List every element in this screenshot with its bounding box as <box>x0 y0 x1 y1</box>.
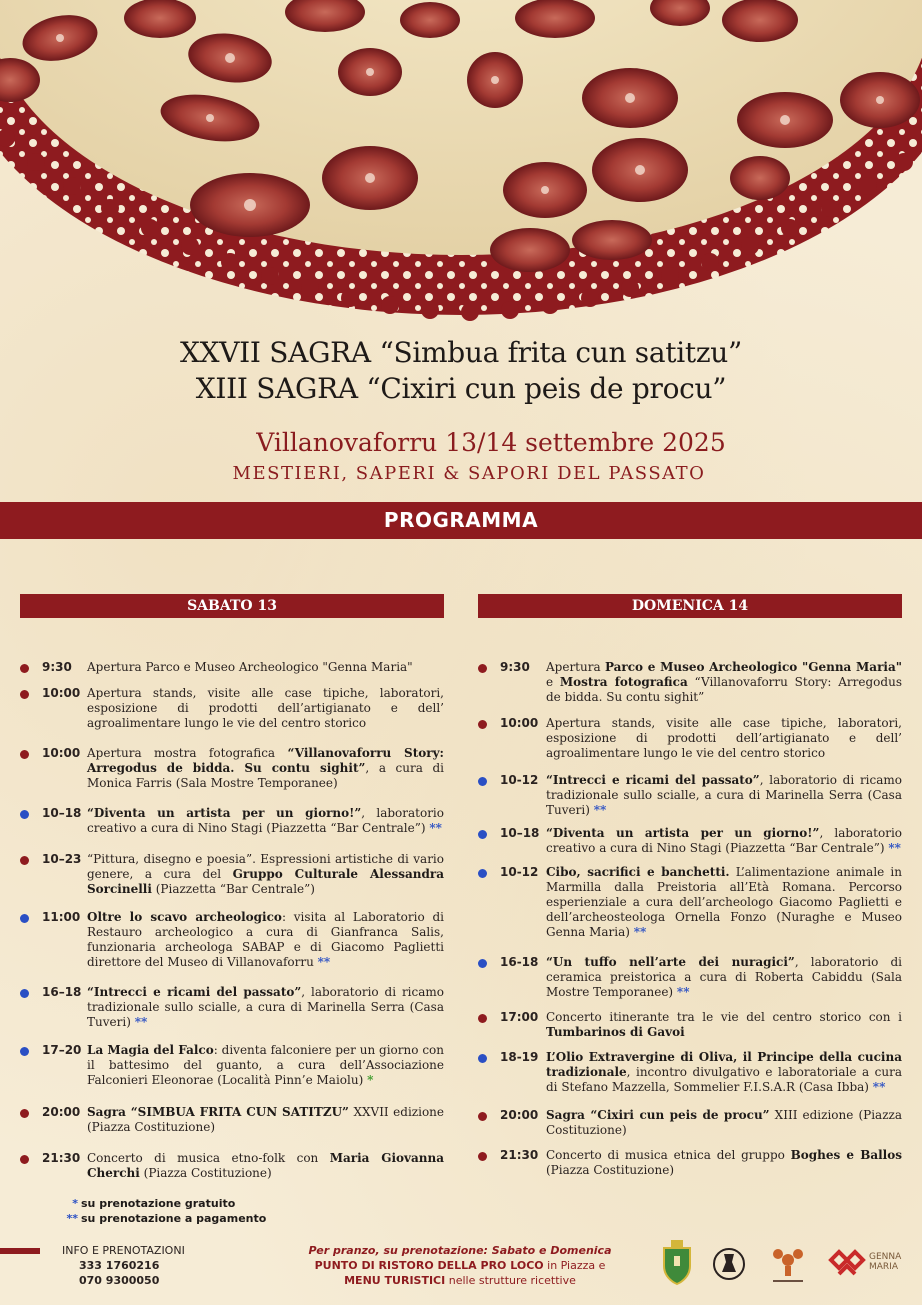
event-time: 17:00 <box>500 1010 539 1024</box>
event-bullet-dot-icon <box>20 1155 29 1164</box>
event-text: Concerto di musica etno-folk con <box>87 1151 330 1165</box>
event-text: Apertura <box>546 660 605 674</box>
event-text: , laboratorio creativo a cura di Nino Stagi (Piazzetta “Bar Centrale”) <box>87 806 444 835</box>
event-highlight: “Intrecci e ricami del passato” <box>546 773 760 787</box>
phone-1[interactable]: 333 1760216 <box>79 1259 160 1272</box>
event-description <box>546 1108 902 1138</box>
event-description <box>87 852 444 897</box>
lunch-menu-label: MENU TURISTICI <box>344 1274 446 1287</box>
event-highlight: Boghes e Ballos <box>790 1148 902 1162</box>
event-time: 10–18 <box>500 826 540 840</box>
event-description <box>87 985 444 1030</box>
event-highlight: Sagra “Cixiri cun peis de procu” <box>546 1108 770 1122</box>
booking-required-dot-icon <box>478 1054 487 1063</box>
info-label: INFO E PRENOTAZIONI <box>62 1244 185 1257</box>
tourism-logo-icon <box>765 1240 811 1286</box>
sunday-column <box>478 594 903 1177</box>
booking-required-dot-icon <box>20 989 29 998</box>
event-time: 11:00 <box>42 910 81 924</box>
lunch-info <box>300 1243 620 1288</box>
phone-2[interactable]: 070 9300050 <box>79 1274 160 1287</box>
legend-free <box>62 1196 266 1211</box>
event-time: 9:30 <box>42 660 72 674</box>
booking-mark: ** <box>134 1015 148 1029</box>
saturday-column <box>20 594 445 1180</box>
lunch-menu-place: nelle strutture ricettive <box>445 1274 576 1287</box>
booking-legend <box>62 1196 266 1226</box>
event-highlight: Tumbarinos di Gavoi <box>546 1025 685 1039</box>
event-description <box>546 955 902 1000</box>
event-description <box>87 1151 444 1181</box>
booking-required-dot-icon <box>478 869 487 878</box>
event-time: 10:00 <box>42 746 81 760</box>
lunch-line-1: Per pranzo, su prenotazione: Sabato e Domenica <box>308 1244 612 1257</box>
event-titles <box>0 335 922 407</box>
event-text: : diventa falconiere per un giorno con il battesimo del guanto, a cura dell’Associazione Falconieri Eleonorae (Località Pinn’e Maiolu) <box>87 1043 444 1087</box>
genna-maria-logo-icon <box>827 1240 867 1286</box>
event-highlight: Mostra fotografica <box>559 675 688 689</box>
event-time: 20:00 <box>42 1105 81 1119</box>
event-bullet-dot-icon <box>20 664 29 673</box>
sunday-header: DOMENICA 14 <box>478 594 902 618</box>
lunch-line-2 <box>300 1258 620 1273</box>
lunch-point-label: PUNTO DI RISTORO DELLA PRO LOCO <box>314 1259 544 1272</box>
sponsor-logos <box>655 1240 915 1290</box>
event-subtitle: MESTIERI, SAPERI & SAPORI DEL PASSATO <box>232 463 706 484</box>
event-highlight: Gruppo Culturale Alessandra Sorcinelli <box>87 867 444 896</box>
event-text: , laboratorio creativo a cura di Nino Stagi (Piazzetta “Bar Centrale”) <box>546 826 903 855</box>
event-time: 21:30 <box>500 1148 539 1162</box>
event-text: Apertura Parco e Museo Archeologico "Genna Maria" <box>87 660 413 674</box>
event-highlight: Oltre lo scavo archeologico <box>87 910 282 924</box>
event-text: , laboratorio di ricamo tradizionale sullo scialle, a cura di Marinella Serra (Casa Tuveri) <box>87 985 445 1029</box>
event-time: 21:30 <box>42 1151 81 1165</box>
booking-mark: ** <box>633 925 647 939</box>
event-time: 10–23 <box>42 852 82 866</box>
event-text: XIII edizione (Piazza Costituzione) <box>546 1108 902 1137</box>
booking-required-dot-icon <box>478 830 487 839</box>
event-text: Apertura stands, visite alle case tipiche, laboratori, esposizione di prodotti dell’artigianato e dell’ agroalimentare lungo le vie del centro storico <box>546 716 902 760</box>
event-time: 9:30 <box>500 660 530 674</box>
booking-required-dot-icon <box>478 777 487 786</box>
event-highlight: Maria Giovanna Cherchi <box>87 1151 444 1180</box>
lunch-point-place: in Piazza e <box>543 1259 606 1272</box>
info-contacts <box>62 1243 185 1288</box>
event-bullet-dot-icon <box>20 750 29 759</box>
event-text: , a cura di Monica Farris (Sala Mostre Temporanee) <box>87 761 444 790</box>
genna-maria-logo-text: GENNA MARIA <box>869 1252 902 1272</box>
event-highlight: Cibo, sacrifici e banchetti. <box>546 865 730 879</box>
event-description <box>87 660 444 675</box>
event-description <box>546 1050 902 1095</box>
double-star-mark: ** <box>66 1212 78 1225</box>
title-sagra-simbua: XXVII SAGRA “Simbua frita cun satitzu” <box>179 336 743 369</box>
event-highlight: “Diventa un artista per un giorno!” <box>87 806 362 820</box>
event-text: (Piazza Costituzione) <box>546 1163 675 1177</box>
footer-accent-bar <box>0 1248 40 1254</box>
event-text: L’alimentazione animale in Marmilla dalla Preistoria all’Età Romana. Percorso esperienziale a cura dell’archeologo Giacomo Paglietti e dell’archeosteologa Ornella Fonzo (Nuraghe e Museo Genna Maria) <box>546 865 902 939</box>
event-highlight: La Magia del Falco <box>87 1043 214 1057</box>
event-description <box>546 865 902 940</box>
booking-required-dot-icon <box>478 959 487 968</box>
event-text: “Pittura, disegno e poesia”. Espressioni artistiche di vario genere, a cura del <box>87 852 444 881</box>
event-description <box>546 1010 902 1040</box>
event-description <box>546 773 902 818</box>
event-text: : visita al Laboratorio di Restauro archeologico a cura di Gianfranca Salis, funzionaria archeologa SABAP e di Giacomo Paglietti direttore del Museo di Villanovaforru <box>87 910 444 969</box>
event-time: 10:00 <box>42 686 81 700</box>
booking-required-dot-icon <box>20 914 29 923</box>
event-text: “Villanovaforru Story: Arregodus de bidda. Su contu sighit” <box>546 675 902 704</box>
event-description <box>87 910 444 970</box>
booking-required-dot-icon <box>20 810 29 819</box>
event-text: Concerto di musica etnica del gruppo <box>546 1148 791 1162</box>
coat-of-arms-icon <box>660 1240 694 1286</box>
event-time: 20:00 <box>500 1108 539 1122</box>
event-text: (Piazza Costituzione) <box>139 1166 272 1180</box>
booking-mark: ** <box>676 985 690 999</box>
event-time: 18-19 <box>500 1050 539 1064</box>
event-highlight: Parco e Museo Archeologico "Genna Maria" <box>604 660 902 674</box>
booking-mark: * <box>367 1073 374 1087</box>
event-text: , incontro divulgativo e laboratoriale a cura di Stefano Mazzella, Sommelier F.I.S.A.R (Casa Ibba) <box>546 1065 902 1094</box>
booking-required-dot-icon <box>20 1047 29 1056</box>
booking-mark: ** <box>872 1080 886 1094</box>
title-sagra-cixiri: XIII SAGRA “Cixiri cun peis de procu” <box>195 372 727 405</box>
event-bullet-dot-icon <box>478 664 487 673</box>
event-highlight: L’Olio Extravergine di Oliva, il Principe della cucina tradizionale <box>546 1050 902 1079</box>
booking-mark: ** <box>429 821 442 835</box>
legend-paid-text: su prenotazione a pagamento <box>81 1212 267 1225</box>
lunch-line-3 <box>300 1273 620 1288</box>
event-time: 16–18 <box>42 985 82 999</box>
event-bullet-dot-icon <box>20 690 29 699</box>
event-highlight: “Villanovaforru Story: Arregodus de bidda. Su contu sighit” <box>87 746 444 775</box>
event-description <box>546 1148 902 1178</box>
programma-banner: PROGRAMMA <box>0 502 922 539</box>
event-time: 17–20 <box>42 1043 82 1057</box>
event-text: , laboratorio di ceramica preistorica a cura di Roberta Cabiddu (Sala Mostre Temporanee) <box>546 955 902 999</box>
event-bullet-dot-icon <box>478 1112 487 1121</box>
event-text: (Piazzetta “Bar Centrale”) <box>151 882 315 896</box>
event-time: 10–18 <box>42 806 82 820</box>
event-time: 16-18 <box>500 955 539 969</box>
event-highlight: Sagra “SIMBUA FRITA CUN SATITZU” <box>87 1105 349 1119</box>
event-bullet-dot-icon <box>478 1014 487 1023</box>
event-time: 10-12 <box>500 865 539 879</box>
event-text: Concerto itinerante tra le vie del centro storico con i <box>546 1010 902 1024</box>
event-highlight: “Un tuffo nell’arte dei nuragici” <box>546 955 795 969</box>
museum-logo-icon <box>712 1240 746 1286</box>
single-star-mark: * <box>72 1197 78 1210</box>
event-description <box>87 1105 444 1135</box>
event-text: XXVII edizione (Piazza Costituzione) <box>87 1105 444 1134</box>
booking-mark: ** <box>593 803 607 817</box>
event-text: Apertura stands, visite alle case tipiche, laboratori, esposizione di prodotti dell’artigianato e dell’ agroalimentare lungo le vie del centro storico <box>87 686 444 730</box>
event-text: e <box>546 675 560 689</box>
event-time: 10:00 <box>500 716 539 730</box>
event-description <box>87 746 444 791</box>
event-description <box>87 686 444 731</box>
event-description <box>87 806 444 836</box>
event-bullet-dot-icon <box>478 1152 487 1161</box>
booking-mark: ** <box>317 955 331 969</box>
event-date: Villanovaforru 13/14 settembre 2025 <box>256 428 726 457</box>
legend-free-text: su prenotazione gratuito <box>81 1197 236 1210</box>
event-highlight: “Diventa un artista per un giorno!” <box>546 826 820 840</box>
event-bullet-dot-icon <box>478 720 487 729</box>
event-description <box>87 1043 444 1088</box>
saturday-header: SABATO 13 <box>20 594 444 618</box>
event-bullet-dot-icon <box>20 1109 29 1118</box>
event-description <box>546 716 902 761</box>
event-description <box>546 660 902 705</box>
booking-mark: ** <box>888 841 901 855</box>
hero-image <box>0 0 922 325</box>
event-time: 10-12 <box>500 773 539 787</box>
event-text: Apertura mostra fotografica <box>87 746 288 760</box>
event-description <box>546 826 902 856</box>
event-highlight: “Intrecci e ricami del passato” <box>87 985 302 999</box>
event-bullet-dot-icon <box>20 856 29 865</box>
event-text: , laboratorio di ricamo tradizionale sullo scialle, a cura di Marinella Serra (Casa Tuveri) <box>546 773 902 817</box>
legend-paid <box>62 1211 266 1226</box>
